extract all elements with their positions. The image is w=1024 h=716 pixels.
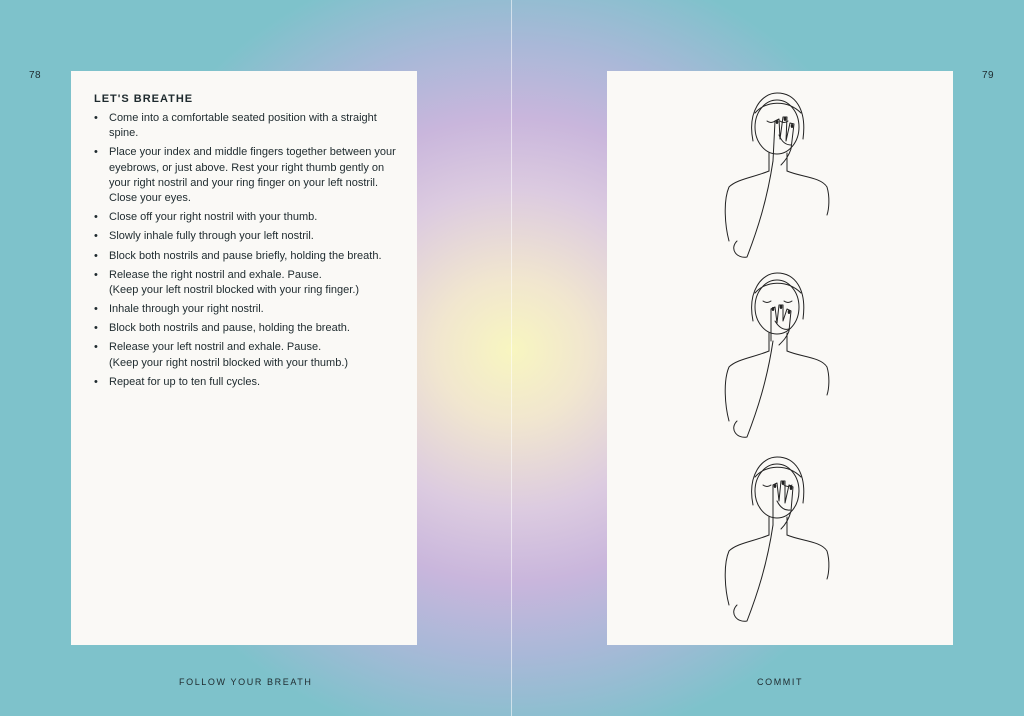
step-text: Repeat for up to ten full cycles. [109, 375, 261, 388]
step-text: Place your index and middle fingers together between your eyebrows, or just above. Rest your right thumb gently on your right nostril and your ring finger on your left nostril. Close your eyes. [109, 146, 396, 205]
illustration-panel [607, 71, 953, 645]
book-gutter [511, 0, 512, 716]
step-text: Block both nostrils and pause, holding the breath. [109, 322, 350, 335]
step-text: Release your left nostril and exhale. Pause. [109, 341, 322, 354]
nostril-breathing-figure-icon [717, 455, 837, 625]
step-item [109, 302, 405, 317]
step-item [109, 145, 405, 206]
step-note: (Keep your right nostril blocked with your thumb.) [109, 356, 349, 369]
step-item [109, 249, 405, 264]
running-footer-left: FOLLOW YOUR BREATH [179, 677, 313, 687]
page-number-left: 78 [29, 70, 42, 81]
step-item [109, 229, 405, 244]
step-note: (Keep your left nostril blocked with your ring finger.) [109, 283, 360, 296]
step-text: Release the right nostril and exhale. Pause. [109, 268, 322, 281]
steps-list [109, 111, 405, 394]
step-item [109, 111, 405, 142]
instructions-panel [71, 71, 417, 645]
step-item [109, 210, 405, 225]
step-item [109, 321, 405, 336]
step-item [109, 375, 405, 390]
step-text: Close off your right nostril with your thumb. [109, 211, 318, 224]
step-text: Slowly inhale fully through your left nostril. [109, 230, 314, 243]
step-text: Block both nostrils and pause briefly, holding the breath. [109, 249, 382, 262]
nostril-breathing-figure-icon [717, 271, 837, 441]
step-text: Inhale through your right nostril. [109, 303, 264, 316]
page-number-right: 79 [982, 70, 995, 81]
step-text: Come into a comfortable seated position with a straight spine. [109, 112, 377, 140]
nostril-breathing-figure-icon [717, 91, 837, 261]
section-heading: LET'S BREATHE [94, 93, 194, 105]
step-item [109, 268, 405, 299]
running-footer-right: COMMIT [757, 677, 804, 687]
step-item [109, 340, 405, 371]
